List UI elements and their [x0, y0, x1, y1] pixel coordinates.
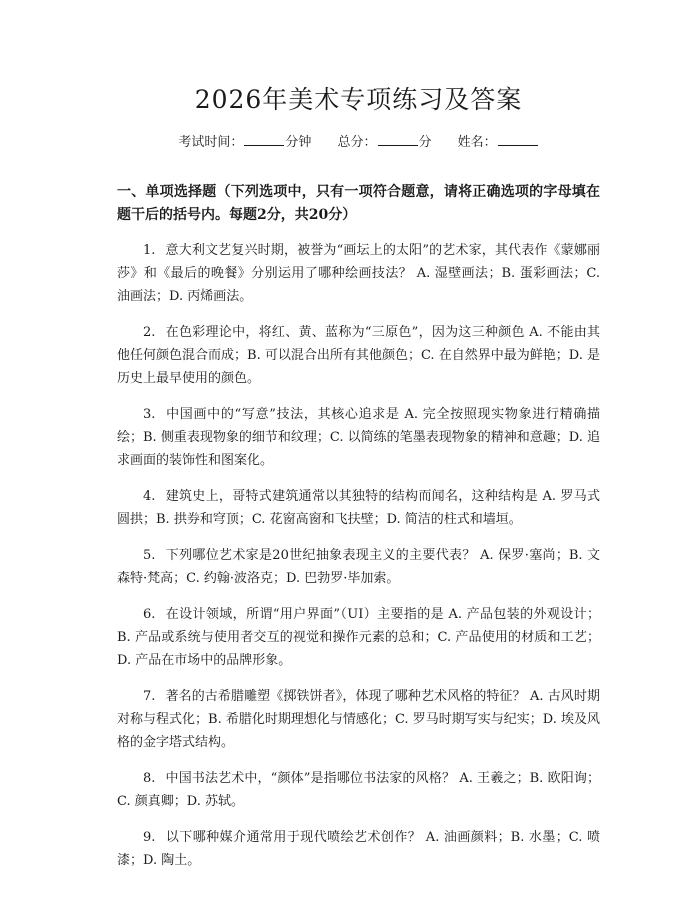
- exam-time-unit: 分钟: [285, 135, 312, 150]
- question-number: 6.: [143, 607, 156, 622]
- question-item: [117, 239, 600, 308]
- question-item: [117, 603, 600, 672]
- total-score-field: [337, 133, 431, 153]
- student-name-field: [458, 133, 539, 153]
- question-text: 建筑史上，哥特式建筑通常以其独特的结构而闻名，这种结构是 A. 罗马式圆拱；B. 拱券和穹顶；C. 花窗高窗和飞扶壁；D. 简洁的柱式和墙垣。: [117, 489, 600, 527]
- question-number: 5.: [143, 548, 156, 563]
- question-number: 1.: [143, 243, 156, 258]
- question-number: 8.: [143, 771, 156, 786]
- question-number: 7.: [143, 689, 156, 704]
- question-item: [117, 321, 600, 390]
- total-score-label: 总分：: [337, 135, 377, 150]
- exam-time-field: [178, 133, 311, 153]
- question-text: 著名的古希腊雕塑《掷铁饼者》，体现了哪种艺术风格的特征？ A. 古风时期对称与程式化；B. 希腊化时期理想化与情感化；C. 罗马时期写实与纪实；D. 埃及风格的金字塔式结构。: [117, 689, 600, 750]
- question-text: 下列哪位艺术家是20世纪抽象表现主义的主要代表？ A. 保罗·塞尚；B. 文森特·梵高；C. 约翰·波洛克；D. 巴勃罗·毕加索。: [117, 548, 600, 586]
- student-name-blank: [498, 133, 538, 146]
- question-text: 在色彩理论中，将红、黄、蓝称为“三原色”，因为这三种颜色 A. 不能由其他任何颜色混合而成；B. 可以混合出所有其他颜色；C. 在自然界中最为鲜艳；D. 是历史上最早使用的颜色。: [117, 325, 600, 386]
- question-number: 3.: [143, 407, 156, 422]
- question-text: 在设计领域，所谓“用户界面”（UI）主要指的是 A. 产品包装的外观设计；B. 产品或系统与使用者交互的视觉和操作元素的总和；C. 产品使用的材质和工艺；D. 产品在市场中的品牌形象。: [117, 607, 600, 668]
- total-score-unit: 分: [418, 135, 432, 150]
- exam-time-label: 考试时间：: [178, 135, 244, 150]
- exam-info-line: [117, 133, 600, 153]
- student-name-label: 姓名：: [457, 135, 497, 150]
- exam-time-blank: [244, 133, 284, 146]
- section-heading: 一、单项选择题（下列选项中，只有一项符合题意，请将正确选项的字母填在题干后的括号内。每题2分，共20分）: [117, 184, 600, 223]
- question-item: [117, 403, 600, 472]
- question-text: 中国书法艺术中，“颜体”是指哪位书法家的风格？ A. 王羲之；B. 欧阳询；C. 颜真卿；D. 苏轼。: [117, 771, 600, 809]
- question-text: 中国画中的“写意”技法，其核心追求是 A. 完全按照现实物象进行精确描绘；B. 侧重表现物象的细节和纹理；C. 以简练的笔墨表现物象的精神和意趣；D. 追求画面的装饰性和图案化。: [117, 407, 600, 468]
- question-item: [117, 767, 600, 813]
- question-number: 4.: [143, 489, 156, 504]
- question-item: [117, 826, 600, 872]
- question-text: 意大利文艺复兴时期，被誉为“画坛上的太阳”的艺术家，其代表作《蒙娜丽莎》和《最后的晚餐》分别运用了哪种绘画技法？ A. 湿壁画法；B. 蛋彩画法；C. 油画法；D. 丙烯画法。: [117, 243, 600, 304]
- question-item: [117, 685, 600, 754]
- question-number: 2.: [143, 325, 156, 340]
- page-title: 2026年美术专项练习及答案: [194, 85, 523, 114]
- question-item: [117, 485, 600, 531]
- question-text: 以下哪种媒介通常用于现代喷绘艺术创作？ A. 油画颜料；B. 水墨；C. 喷漆；D. 陶土。: [117, 830, 600, 868]
- question-item: [117, 544, 600, 590]
- question-number: 9.: [143, 830, 156, 845]
- total-score-blank: [378, 133, 418, 146]
- question-list: [117, 239, 600, 872]
